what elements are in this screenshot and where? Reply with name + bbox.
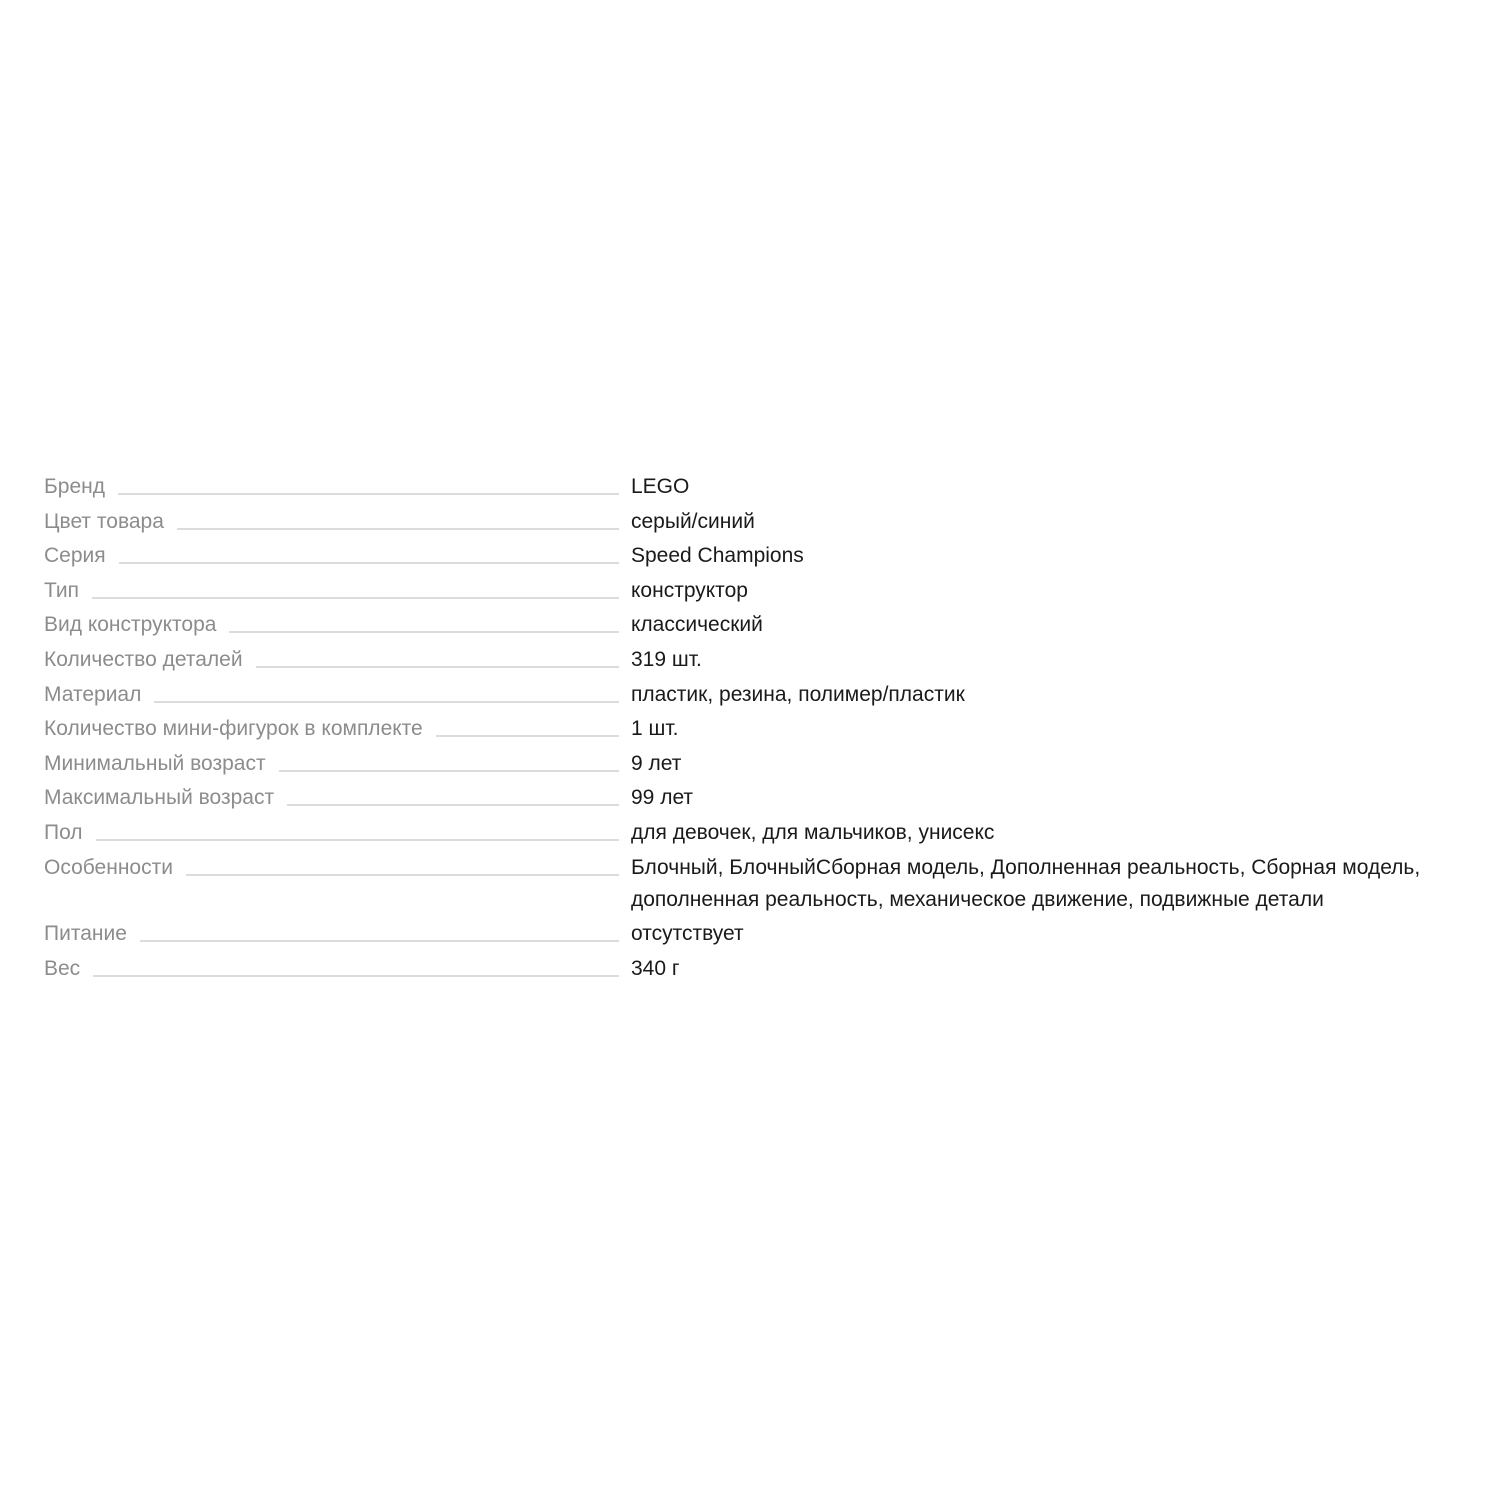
spec-value: серый/синий [631, 509, 755, 533]
spec-row-minifigures [44, 713, 1464, 745]
spec-label: Количество деталей [44, 647, 243, 671]
spec-label: Тип [44, 578, 80, 602]
leader-line [93, 953, 619, 977]
spec-value: 1 шт. [631, 717, 679, 741]
leader-line [118, 471, 619, 495]
spec-key [44, 644, 619, 676]
leader-line [229, 609, 619, 633]
spec-key [44, 918, 619, 950]
spec-row-power [44, 918, 1464, 950]
spec-value: для девочек, для мальчиков, унисекс [631, 820, 995, 844]
specifications-list [44, 471, 1464, 987]
spec-key [44, 540, 619, 572]
spec-row-type [44, 575, 1464, 607]
spec-row-max-age [44, 782, 1464, 814]
spec-label: Вес [44, 956, 81, 980]
spec-label: Максимальный возраст [44, 786, 275, 810]
spec-label: Материал [44, 682, 142, 706]
spec-row-color [44, 506, 1464, 538]
spec-key [44, 817, 619, 849]
spec-row-material [44, 679, 1464, 711]
spec-key [44, 748, 619, 780]
spec-row-weight [44, 953, 1464, 985]
spec-label: Вид конструктора [44, 613, 217, 637]
spec-key [44, 471, 619, 503]
spec-key [44, 852, 619, 884]
spec-key [44, 953, 619, 985]
leader-line [279, 748, 619, 772]
spec-key [44, 609, 619, 641]
spec-value: отсутствует [631, 922, 744, 946]
spec-key [44, 679, 619, 711]
spec-label: Цвет товара [44, 509, 164, 533]
leader-line [96, 817, 619, 841]
spec-label: Серия [44, 544, 106, 568]
spec-key [44, 506, 619, 538]
leader-line [154, 679, 619, 703]
spec-key [44, 575, 619, 607]
spec-value: LEGO [631, 475, 690, 498]
spec-value: классический [631, 613, 763, 637]
spec-label: Количество мини-фигурок в комплекте [44, 717, 423, 741]
leader-line [177, 506, 619, 530]
spec-value: 9 лет [631, 751, 682, 775]
spec-value: Speed Champions [631, 544, 804, 568]
spec-row-parts-count [44, 644, 1464, 676]
spec-value: конструктор [631, 578, 748, 602]
spec-row-min-age [44, 748, 1464, 780]
spec-row-features [44, 852, 1464, 916]
spec-label: Бренд [44, 475, 105, 498]
leader-line [256, 644, 619, 668]
leader-line [119, 540, 619, 564]
leader-line [436, 713, 619, 737]
spec-row-series [44, 540, 1464, 572]
leader-line [140, 918, 619, 942]
spec-value: 99 лет [631, 786, 694, 810]
leader-line [92, 575, 619, 599]
spec-value: 340 г [631, 956, 680, 980]
spec-label: Питание [44, 922, 127, 946]
spec-value: Блочный, БлочныйСборная модель, Дополненная реальность, Сборная модель, дополненная реальность, механическое движение, подвижные детали [631, 855, 1421, 911]
leader-line [287, 782, 619, 806]
spec-key [44, 782, 619, 814]
spec-label: Особенности [44, 855, 173, 879]
spec-row-gender [44, 817, 1464, 849]
spec-label: Минимальный возраст [44, 751, 266, 775]
spec-key [44, 713, 619, 745]
spec-row-brand [44, 471, 1464, 503]
spec-value: пластик, резина, полимер/пластик [631, 682, 965, 706]
spec-label: Пол [44, 820, 83, 844]
spec-row-constructor-kind [44, 609, 1464, 641]
spec-value: 319 шт. [631, 647, 702, 671]
leader-line [186, 852, 619, 876]
